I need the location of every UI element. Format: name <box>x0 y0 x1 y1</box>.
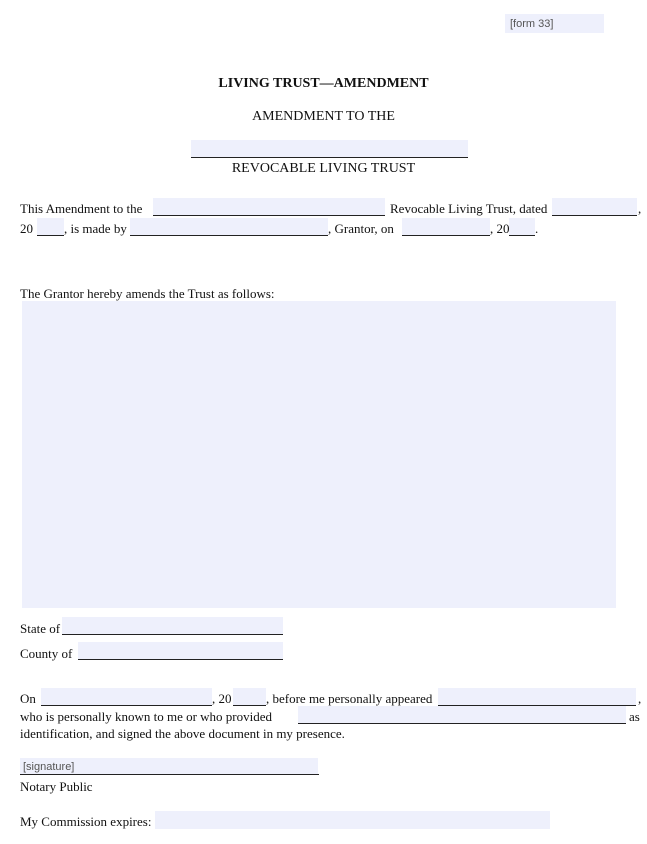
identification-line <box>298 723 626 724</box>
appeared-name-field[interactable] <box>438 688 636 706</box>
intro-text-2: Revocable Living Trust, dated <box>390 201 548 216</box>
intro-text-4: , is made by <box>64 221 127 236</box>
intro-text-6: , 20 <box>490 221 510 236</box>
trust-name-inline-line <box>153 215 385 216</box>
amendments-textarea[interactable] <box>22 301 616 608</box>
notary-public-label: Notary Public <box>20 779 93 794</box>
county-line <box>78 659 283 660</box>
notary-identification-label: identification, and signed the above document in my presence. <box>20 726 345 741</box>
trust-name-field[interactable] <box>191 140 468 158</box>
notary-on-label: On <box>20 691 36 706</box>
grantor-name-field[interactable] <box>130 218 328 236</box>
state-label: State of <box>20 621 61 636</box>
amendment-date-line <box>402 235 490 236</box>
amendment-year-line <box>509 235 535 236</box>
intro-comma: , <box>638 201 642 216</box>
revocable-living-trust-label: REVOCABLE LIVING TRUST <box>231 161 416 176</box>
trust-name-inline-field[interactable] <box>153 198 385 216</box>
notary-year-field[interactable] <box>233 688 266 706</box>
notary-known-label: who is personally known to me or who provided <box>20 709 273 724</box>
intro-text-3: 20 <box>20 221 33 236</box>
notary-before-label: , before me personally appeared <box>266 691 433 706</box>
notary-year-line <box>233 705 266 706</box>
form-tag: [form 33] <box>510 18 554 30</box>
trust-name-line <box>191 157 468 158</box>
intro-text-5: , Grantor, on <box>328 221 394 236</box>
amendment-year-field[interactable] <box>509 218 535 236</box>
notary-comma: , <box>638 691 642 706</box>
trust-year-line <box>37 235 64 236</box>
trust-year-field[interactable] <box>37 218 64 236</box>
notary-date-line <box>41 705 212 706</box>
commission-expires-label: My Commission expires: <box>20 814 152 829</box>
state-field[interactable] <box>62 617 283 635</box>
notary-year-label: , 20 <box>212 691 232 706</box>
county-label: County of <box>20 646 73 661</box>
trust-date-field[interactable] <box>552 198 637 216</box>
amendment-date-field[interactable] <box>402 218 490 236</box>
trust-date-line <box>552 215 637 216</box>
document-title: LIVING TRUST—AMENDMENT <box>218 76 429 91</box>
amendments-label: The Grantor hereby amends the Trust as follows: <box>20 286 275 301</box>
intro-text-1: This Amendment to the <box>20 201 143 216</box>
signature-placeholder: [signature] <box>23 761 75 773</box>
notary-date-field[interactable] <box>41 688 212 706</box>
commission-expires-field[interactable] <box>155 811 550 829</box>
intro-period: . <box>535 221 539 236</box>
county-field[interactable] <box>78 642 283 660</box>
document-subtitle: AMENDMENT TO THE <box>252 109 395 124</box>
state-line <box>62 634 283 635</box>
notary-as-label: as <box>629 709 640 724</box>
identification-field[interactable] <box>298 706 626 724</box>
grantor-name-line <box>130 235 328 236</box>
